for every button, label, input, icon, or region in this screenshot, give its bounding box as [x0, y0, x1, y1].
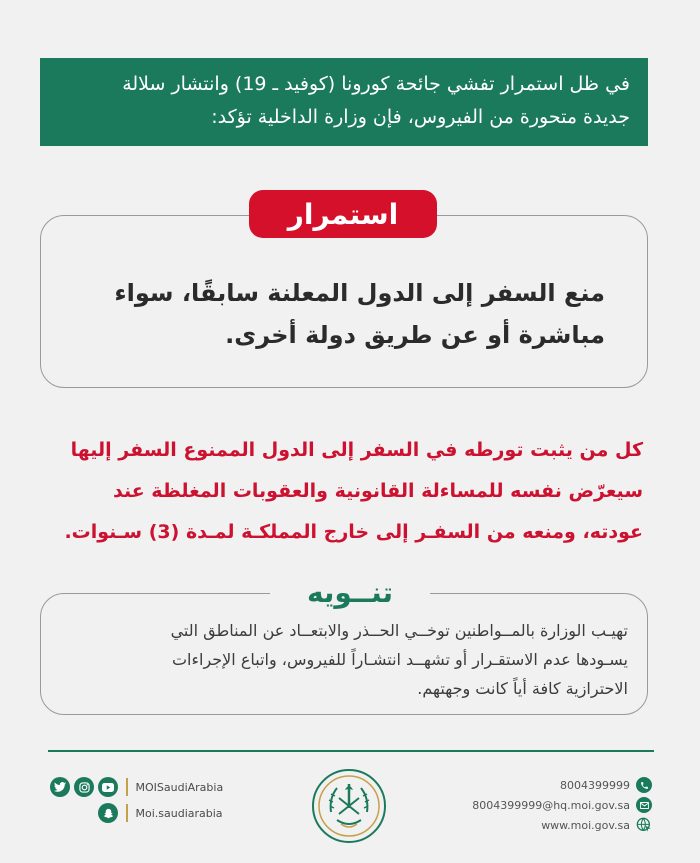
email-icon	[636, 797, 652, 813]
notice-heading: تنــويه	[270, 572, 430, 612]
social-separator	[126, 778, 128, 796]
youtube-icon[interactable]	[98, 777, 118, 797]
website-url[interactable]: www.moi.gov.sa	[541, 818, 630, 832]
social-handle-secondary[interactable]: Moi.saudiarabia	[135, 806, 223, 820]
phone-icon	[636, 777, 652, 793]
social-handle-primary[interactable]: MOISaudiArabia	[135, 780, 224, 794]
intro-banner	[40, 58, 648, 146]
penalty-warning	[45, 430, 643, 553]
notice-text	[60, 616, 628, 703]
twitter-icon[interactable]	[50, 777, 70, 797]
intro-line-1: في ظل استمرار تفشي جائحة كورونا (كوفيد ـ 19) وانتشار سلالة	[122, 73, 630, 95]
phone-number[interactable]: 8004399999	[560, 778, 630, 792]
social-row-secondary	[50, 803, 223, 823]
notice-line-3: الاحترازية كافة أياً كانت وجهتهم.	[417, 679, 628, 698]
social-row-primary	[50, 777, 223, 797]
warning-line-1: كل من يثبت تورطه في السفر إلى الدول الممنوع السفر إليها	[70, 439, 643, 461]
ministry-emblem	[311, 768, 387, 844]
warning-line-2: سيعرّض نفسه للمساءلة القانونية والعقوبات المغلظة عند	[112, 480, 643, 502]
footer-divider	[48, 750, 654, 752]
social-separator	[126, 804, 128, 822]
notice-line-1: تهيـب الوزارة بالمــواطنين توخــي الحــذر والابتعــاد عن المناطق التي	[170, 621, 628, 640]
continuation-text	[60, 272, 605, 356]
contact-phone[interactable]	[560, 777, 652, 793]
contact-website[interactable]	[541, 817, 652, 833]
warning-line-3: عودته، ومنعه من السفـر إلى خارج المملكـة لمـدة (3) سـنوات.	[64, 521, 643, 543]
snapchat-icon[interactable]	[98, 803, 118, 823]
globe-cursor-icon	[636, 817, 652, 833]
intro-line-2: جديدة متحورة من الفيروس، فإن وزارة الداخلية تؤكد:	[211, 106, 630, 128]
continuation-label: استمرار	[249, 190, 437, 238]
continuation-line-1: منع السفر إلى الدول المعلنة سابقًا، سواء	[114, 279, 605, 307]
notice-line-2: يسـودها عدم الاستقـرار أو تشهــد انتشـاراً للفيروس، واتباع الإجراءات	[171, 650, 628, 669]
continuation-line-2: مباشرة أو عن طريق دولة أخرى.	[225, 321, 605, 349]
instagram-icon[interactable]	[74, 777, 94, 797]
contact-email[interactable]	[472, 797, 652, 813]
email-address[interactable]: 8004399999@hq.moi.gov.sa	[472, 798, 630, 812]
